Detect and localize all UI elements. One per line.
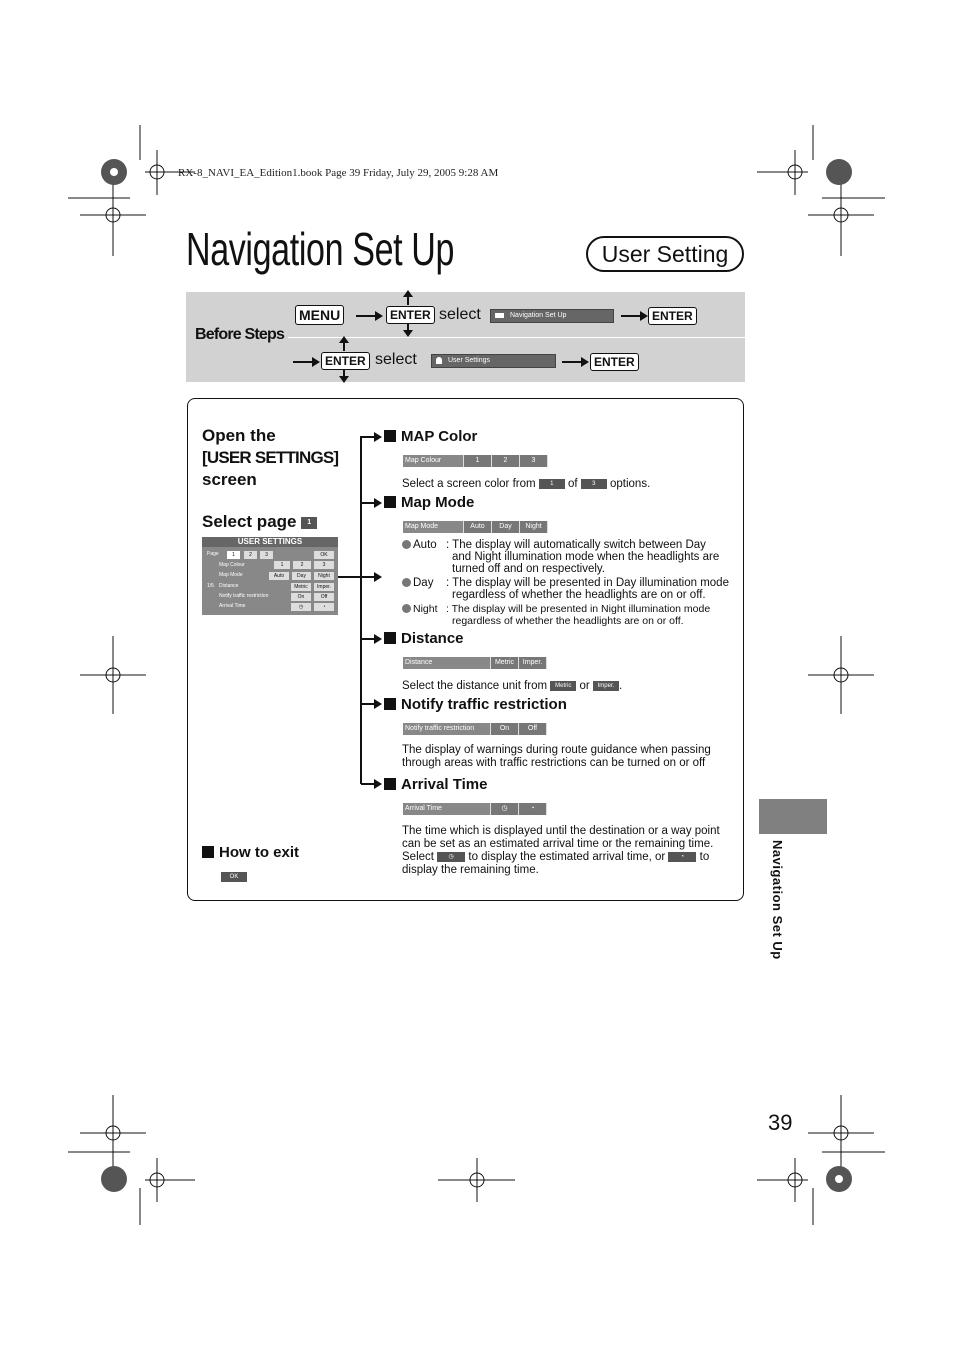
page-number: 39: [768, 1110, 793, 1135]
arrival-text: The time which is displayed until the destination or a way point can be set as an estimated arrival time or the remaining time. Select ◷ to display the estimated arrival time, or ◔ to display the remaining time.: [402, 825, 720, 876]
connector-line: [338, 576, 360, 578]
side-tab-label: Navigation Set Up: [770, 840, 785, 960]
side-tab: [759, 799, 827, 834]
arrow-icon: [361, 436, 375, 438]
map-mode-bar: Map Mode Auto Day Night: [403, 521, 548, 533]
distance-text: Select the distance unit from Metric or Imper. .: [402, 680, 623, 692]
arrow-up-icon: [343, 342, 345, 351]
arrow-down-icon: [407, 323, 409, 331]
enter-key: ENTER: [590, 353, 639, 371]
section-distance: Distance: [384, 630, 464, 647]
before-steps-label: Before Steps: [195, 326, 285, 343]
map-mode-list: Auto : The display will automatically switch between Day and Night illumination mode when the headlights are turned off and on respectively. Day : The display will be presented in Day illumination mode regardless of whether the headlights are on or off. Night : The display will be presented in Night illumination mode regardless of whether the headlights are on or off.: [402, 539, 737, 629]
arrow-icon: [361, 502, 375, 504]
arrow-icon: [621, 315, 641, 317]
clock-icon: ◷: [437, 852, 465, 862]
wrench-icon: [495, 313, 504, 318]
arrow-icon: [293, 361, 313, 363]
arrow-up-icon: [407, 296, 409, 305]
clock-icon: ◔: [668, 852, 696, 862]
enter-key: ENTER: [648, 307, 697, 325]
map-color-text: Select a screen color from 1 of 3 options.: [402, 478, 651, 490]
arrow-icon: [361, 576, 375, 578]
user-settings-button: User Settings: [431, 354, 556, 368]
clock-icon: ◔: [519, 803, 547, 815]
distance-bar: Distance Metric Imper.: [403, 657, 547, 669]
arrow-icon: [356, 315, 376, 317]
navigation-set-up-button: Navigation Set Up: [490, 309, 614, 323]
notify-bar: Notify traffic restriction On Off: [403, 723, 547, 735]
clock-icon: ◷: [491, 803, 519, 815]
section-notify-traffic: Notify traffic restriction: [384, 696, 567, 713]
file-header: RX-8_NAVI_EA_Edition1.book Page 39 Friday, July 29, 2005 9:28 AM: [178, 167, 499, 179]
section-map-color: MAP Color: [384, 428, 477, 445]
select-text: select: [375, 351, 417, 368]
page-title: Navigation Set Up: [186, 223, 455, 275]
arrival-time-bar: Arrival Time ◷ ◔: [403, 803, 547, 815]
how-to-exit-heading: How to exit: [202, 844, 299, 861]
notify-text: The display of warnings during route guidance when passing through areas with traffic restrictions can be turned on or off: [402, 744, 711, 769]
arrow-icon: [361, 703, 375, 705]
arrow-icon: [361, 783, 375, 785]
menu-key: MENU: [295, 305, 344, 325]
user-settings-screen: USER SETTINGS Page 1 2 3 OK 1/5 Map Colour 1 2 3 Map Mode Auto Day Night Distance Metric Imper. Notify traffic restriction On Off Arrival Time ◷ ◔: [202, 537, 338, 615]
connector-line: [360, 436, 362, 784]
enter-key: ENTER: [386, 306, 435, 324]
arrow-down-icon: [343, 370, 345, 377]
exit-ok-chip: OK: [221, 868, 247, 886]
section-map-mode: Map Mode: [384, 494, 474, 511]
select-page-heading: Select page 1: [202, 511, 317, 533]
open-heading: Open the [USER SETTINGS] screen: [202, 426, 339, 489]
map-colour-bar: Map Colour 1 2 3: [403, 455, 548, 467]
select-text: select: [439, 306, 481, 323]
section-pill: User Setting: [586, 236, 744, 272]
arrow-icon: [562, 361, 582, 363]
arrow-icon: [361, 638, 375, 640]
enter-key: ENTER: [321, 352, 370, 370]
person-icon: [436, 357, 442, 364]
section-arrival-time: Arrival Time: [384, 776, 487, 793]
